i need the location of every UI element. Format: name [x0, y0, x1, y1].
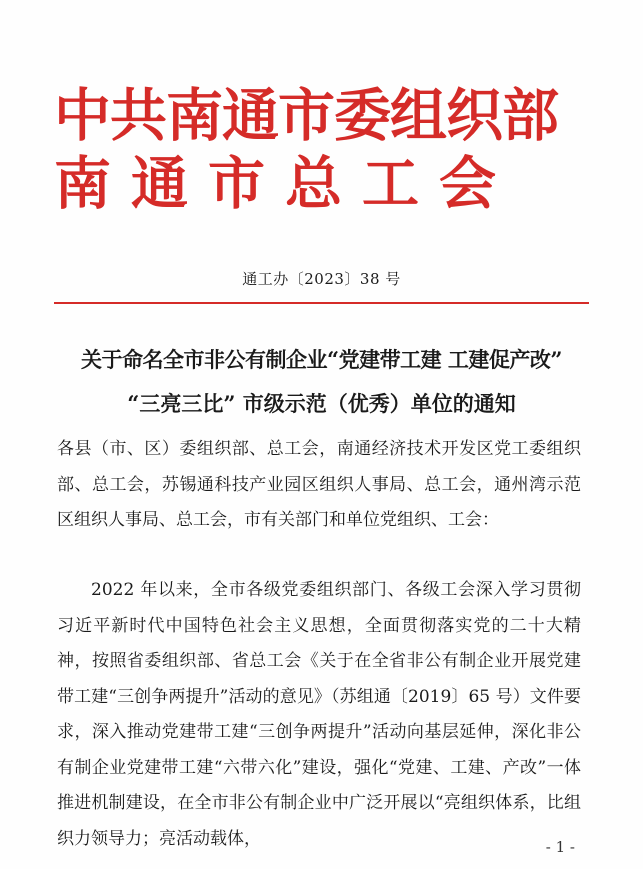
issuer-line-1: 中共南通市委组织部 — [54, 82, 558, 149]
notice-title-line-2: “三亮三比” 市级示范（优秀）单位的通知 — [127, 391, 516, 416]
issuer-line-2: 南通市总工会 — [54, 150, 516, 217]
page-number: - 1 - — [545, 838, 575, 856]
salutation: 各县（市、区）委组织部、总工会，南通经济技术开发区党工委组织部、总工会，苏锡通科技产业园区组织人事局、总工会，通州湾示范区组织人事局、总工会，市有关部门和单位党组织、工会： — [57, 439, 581, 530]
notice-title-line-1: 关于命名全市非公有制企业“党建带工建 工建促产改” — [81, 347, 562, 372]
document-number: 通工办〔2023〕38 号 — [242, 270, 401, 288]
red-divider — [54, 302, 589, 304]
body-paragraph: 2022 年以来，全市各级党委组织部门、各级工会深入学习贯彻习近平新时代中国特色社会主义思想，全面贯彻落实党的二十大精神，按照省委组织部、省总工会《关于在全省非公有制企业开展党建带工建“三创争两提升”活动的意见》（苏组通〔2019〕65 号）文件要求，深入推动党建带工建“三创争两提升”活动向基层延伸，深化非公有制企业党建带工建“六带六化”建设，强化“党建、工建、产改”一体推进机制建设，在全市非公有制企业中广泛开展以“亮组织体系，比组织力领导力；亮活动载体， — [57, 580, 581, 849]
